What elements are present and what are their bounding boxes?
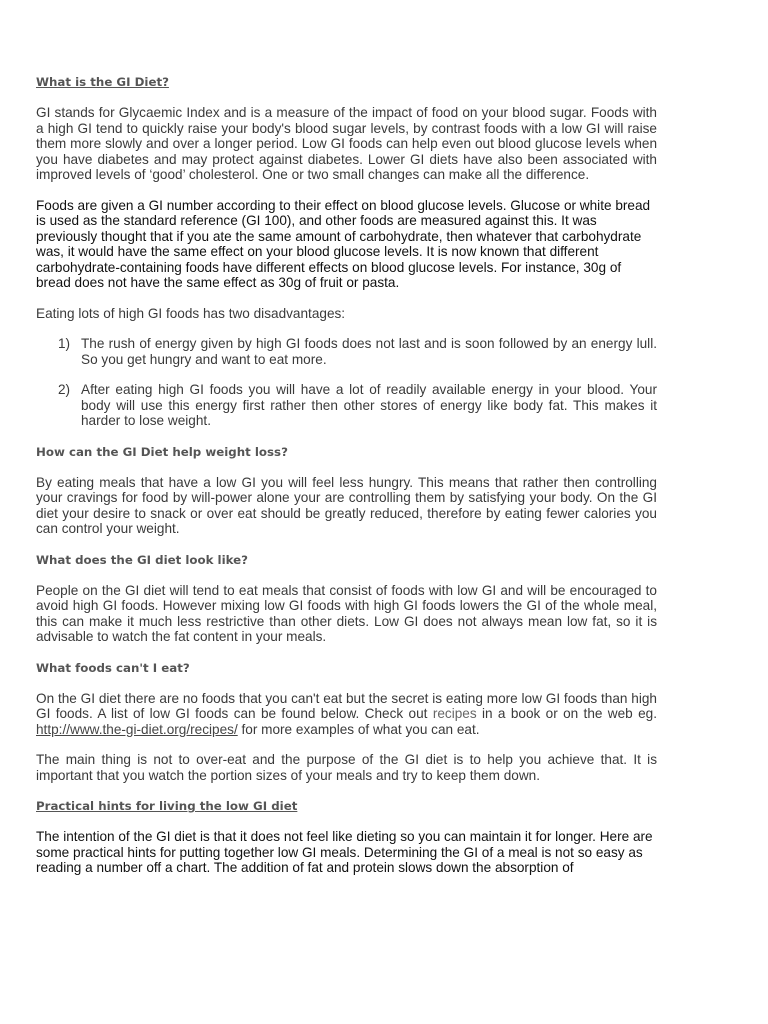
disadvantages-list <box>36 336 657 429</box>
paragraph-diet-look: People on the GI diet will tend to eat meals that consist of foods with low GI and will be encouraged to avoid high GI foods. However mixing low GI foods with high GI foods lowers the GI of the whole meal, this can make it much less restrictive than other diets. Low GI does not always mean low fat, so it is advisable to watch the fat content in your meals. <box>36 582 657 644</box>
heading-diet-look: What does the GI diet look like? <box>36 552 249 567</box>
list-item-text: After eating high GI foods you will have a lot of readily available energy in your blood. Your body will use this energy first rather then other stores of energy like body fat. This makes it harder to lose weight. <box>81 382 657 428</box>
list-item <box>36 336 657 367</box>
paragraph-text: for more examples of what you can eat. <box>237 721 480 737</box>
heading-foods-cant-eat: What foods can't I eat? <box>36 660 190 675</box>
paragraph-foods-cant-eat <box>36 691 657 738</box>
paragraph-portion-sizes: The main thing is not to over-eat and the purpose of the GI diet is to help you achieve that. It is important that you watch the portion sizes of your meals and try to keep them down. <box>36 752 657 783</box>
paragraph-text: in a book or on the web eg. <box>476 706 657 721</box>
recipes-url-link[interactable]: http://www.the-gi-diet.org/recipes/ <box>36 721 238 737</box>
list-item-number: 2) <box>58 382 71 397</box>
paragraph-text: On the GI diet there are no foods that you can't eat but the secret is eating more low GI foods than high GI foods. A list of low GI foods can be found below. Check out <box>36 690 657 721</box>
paragraph-practical-hints: The intention of the GI diet is that it does not feel like dieting so you can maintain it for longer. Here are some practical hints for putting together low GI meals. Determining the GI of a meal is not so easy as reading a number off a chart. The addition of fat and protein slows down the absorption of <box>36 829 653 875</box>
paragraph-gi-number: Foods are given a GI number according to their effect on blood glucose levels. Glucose or white bread is used as the standard reference (GI 100), and other foods are measured against this. It was previously thought that if you ate the same amount of carbohydrate, then whatever that carbohydrate was, it would have the same effect on your blood glucose levels. It is now known that different carbohydrate-containing foods have different effects on blood glucose levels. For instance, 30g of bread does not have the same effect as 30g of fruit or pasta. <box>36 197 651 290</box>
heading-practical-hints: Practical hints for living the low GI diet <box>36 799 298 813</box>
heading-weight-loss: How can the GI Diet help weight loss? <box>36 444 288 459</box>
list-item-text: The rush of energy given by high GI foods does not last and is soon followed by an energy lull. So you get hungry and want to eat more. <box>81 336 657 367</box>
list-item <box>36 382 657 429</box>
list-item-number: 1) <box>58 336 71 351</box>
paragraph-weight-loss: By eating meals that have a low GI you will feel less hungry. This means that rather then controlling your cravings for food by will-power alone your are controlling them by satisfying your body. On the GI diet your desire to snack or over eat should be greatly reduced, therefore by eating fewer calories you can control your weight. <box>36 474 657 536</box>
document-page <box>36 74 657 876</box>
heading-what-is-gi-diet: What is the GI Diet? <box>36 75 169 89</box>
paragraph-disadvantages-intro: Eating lots of high GI foods has two disadvantages: <box>36 305 346 321</box>
paragraph-gi-definition: GI stands for Glycaemic Index and is a measure of the impact of food on your blood sugar. Foods with a high GI tend to quickly raise your body's blood sugar levels, by contrast foods with a low GI will raise them more slowly and over a longer period. Low GI foods can help even out blood glucose levels when you have diabetes and may protect against diabetes. Lower GI diets have also been associated with improved levels of ‘good’ cholesterol. One or two small changes can make all the difference. <box>36 105 657 182</box>
recipes-link[interactable]: recipes <box>432 706 477 721</box>
